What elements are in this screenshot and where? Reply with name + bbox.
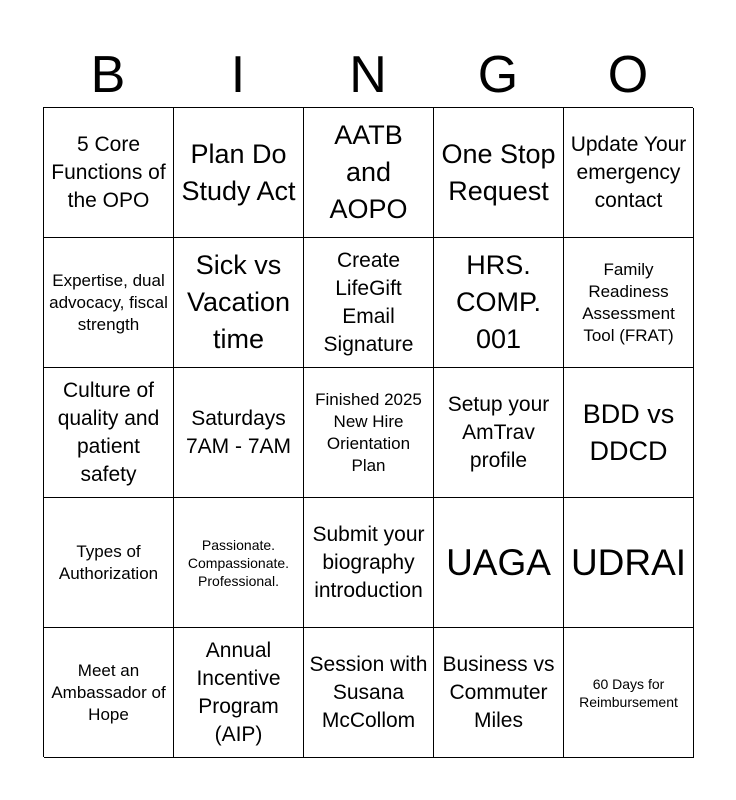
header-letter-n: N [349,46,387,104]
cell-text: UAGA [446,541,551,583]
bingo-cell-r2-c3[interactable] [304,238,434,368]
cell-text: Finished 2025 New Hire Orientation Plan [315,389,422,475]
cell-text: HRS. COMP. 001 [455,250,542,354]
header-letter-o: O [607,46,649,104]
cell-text: 60 Days for Reimbursement [579,675,678,710]
bingo-cell-r3-c3[interactable] [304,368,434,498]
bingo-header [43,44,693,106]
cell-text: Passionate. Compassionate. Professional. [187,536,290,589]
cell-text: BDD vs DDCD [582,398,675,466]
cell-text: Sick vs Vacation time [186,250,291,354]
cell-text: UDRAI [570,541,687,583]
bingo-cell-r5-c4[interactable] [434,628,564,758]
bingo-cell-r2-c5[interactable] [564,238,694,368]
bingo-cell-r3-c4[interactable] [434,368,564,498]
bingo-cell-r2-c1[interactable] [44,238,174,368]
cell-text: Setup your AmTrav profile [447,392,550,472]
bingo-cell-r1-c2[interactable] [174,108,304,238]
bingo-cell-r4-c5[interactable] [564,498,694,628]
bingo-cell-r5-c1[interactable] [44,628,174,758]
bingo-board [43,107,693,757]
cell-text: AATB and AOPO [329,120,408,224]
cell-text: Saturdays 7AM - 7AM [185,406,292,458]
bingo-cell-r2-c4[interactable] [434,238,564,368]
cell-text: Expertise, dual advocacy, fiscal strength [49,270,168,334]
bingo-cell-r3-c1[interactable] [44,368,174,498]
bingo-cell-r4-c4[interactable] [434,498,564,628]
bingo-cell-r1-c1[interactable] [44,108,174,238]
cell-text: One Stop Request [441,138,556,206]
cell-text: Session with Susana McCollom [309,652,428,732]
cell-text: Plan Do Study Act [181,138,296,206]
cell-text: Annual Incentive Program (AIP) [196,638,281,746]
cell-text: 5 Core Functions of the OPO [51,132,166,212]
header-letter-i: I [230,46,246,104]
cell-text: Family Readiness Assessment Tool (FRAT) [582,259,675,345]
bingo-cell-r5-c2[interactable] [174,628,304,758]
bingo-cell-r3-c2[interactable] [174,368,304,498]
bingo-cell-r4-c3[interactable] [304,498,434,628]
cell-text: Submit your biography introduction [312,522,425,602]
bingo-cell-r5-c5[interactable] [564,628,694,758]
header-letter-g: G [477,46,519,104]
bingo-cell-r2-c2[interactable] [174,238,304,368]
header-letter-b: B [90,46,126,104]
cell-text: Update Your emergency contact [570,132,687,212]
bingo-cell-r4-c2[interactable] [174,498,304,628]
cell-text: Business vs Commuter Miles [442,652,555,732]
cell-text: Culture of quality and patient safety [57,378,160,486]
cell-text: Types of Authorization [58,541,159,583]
bingo-cell-r1-c4[interactable] [434,108,564,238]
bingo-cell-r1-c3[interactable] [304,108,434,238]
bingo-cell-r5-c3[interactable] [304,628,434,758]
bingo-cell-r1-c5[interactable] [564,108,694,238]
bingo-cell-r3-c5[interactable] [564,368,694,498]
bingo-cell-r4-c1[interactable] [44,498,174,628]
cell-text: Create LifeGift Email Signature [323,248,414,356]
cell-text: Meet an Ambassador of Hope [51,660,166,724]
